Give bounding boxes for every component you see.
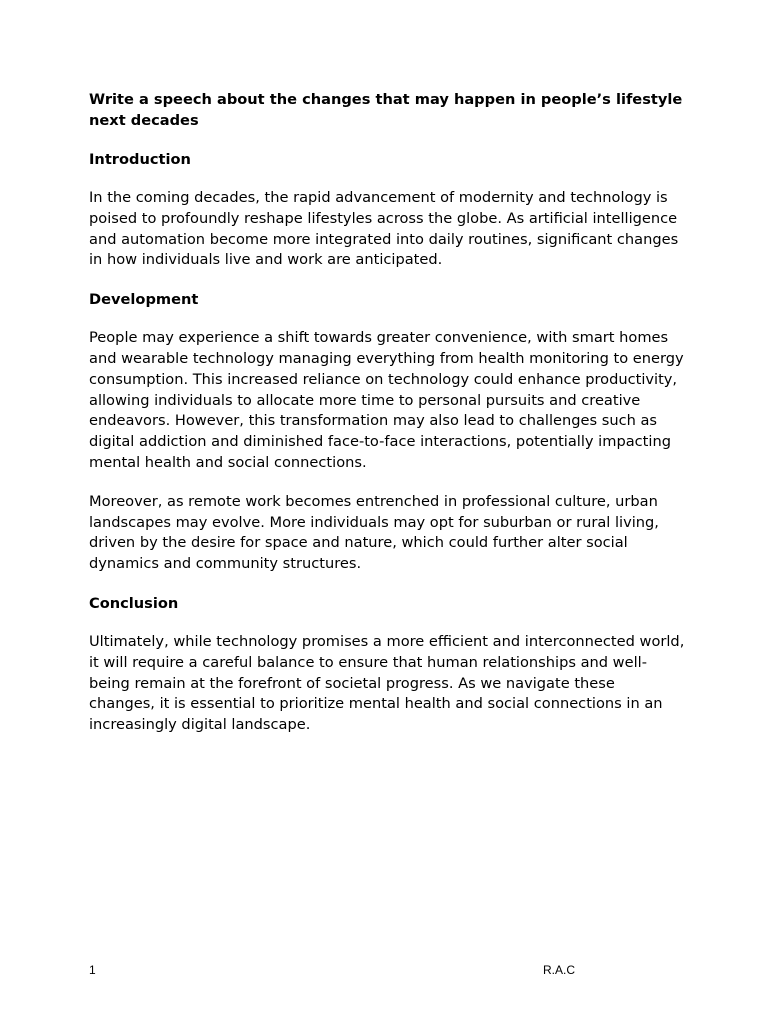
- section-heading-introduction: Introduction: [89, 151, 191, 168]
- section-heading-conclusion: Conclusion: [89, 594, 179, 612]
- section-heading-development: Development: [89, 291, 199, 309]
- development-paragraph-2: Moreover, as remote work becomes entrenched in professional culture, urban landscapes may evolve. More individuals may opt for suburban or rural living, driven by the desire for space and nature, which could further alter social dynamics and community structures.: [89, 492, 659, 573]
- conclusion-paragraph: Ultimately, while technology promises a more efficient and interconnected world, it will require a careful balance to ensure that human relationships and well-being remain at the forefront of societal progress. As we navigate these changes, it is essential to prioritize mental health and social connections in an increasingly digital landscape.: [89, 632, 685, 734]
- document-body: [89, 89, 685, 754]
- document-title: Write a speech about the changes that may happen in people’s lifestyle next decades: [89, 91, 683, 129]
- footer-page-number: 1: [89, 963, 96, 977]
- introduction-paragraph: In the coming decades, the rapid advancement of modernity and technology is poised to profoundly reshape lifestyles across the globe. As artificial intelligence and automation become more integrated into daily routines, significant changes in how individuals live and work are anticipated.: [89, 189, 679, 269]
- development-paragraph-1: People may experience a shift towards greater convenience, with smart homes and wearable technology managing everything from health monitoring to energy consumption. This increased reliance on technology could enhance productivity, allowing individuals to allocate more time to personal pursuits and creative endeavors. However, this transformation may also lead to challenges such as digital addiction and diminished face-to-face interactions, potentially impacting mental health and social connections.: [89, 329, 684, 471]
- footer-author-initials: R.A.C: [543, 963, 576, 977]
